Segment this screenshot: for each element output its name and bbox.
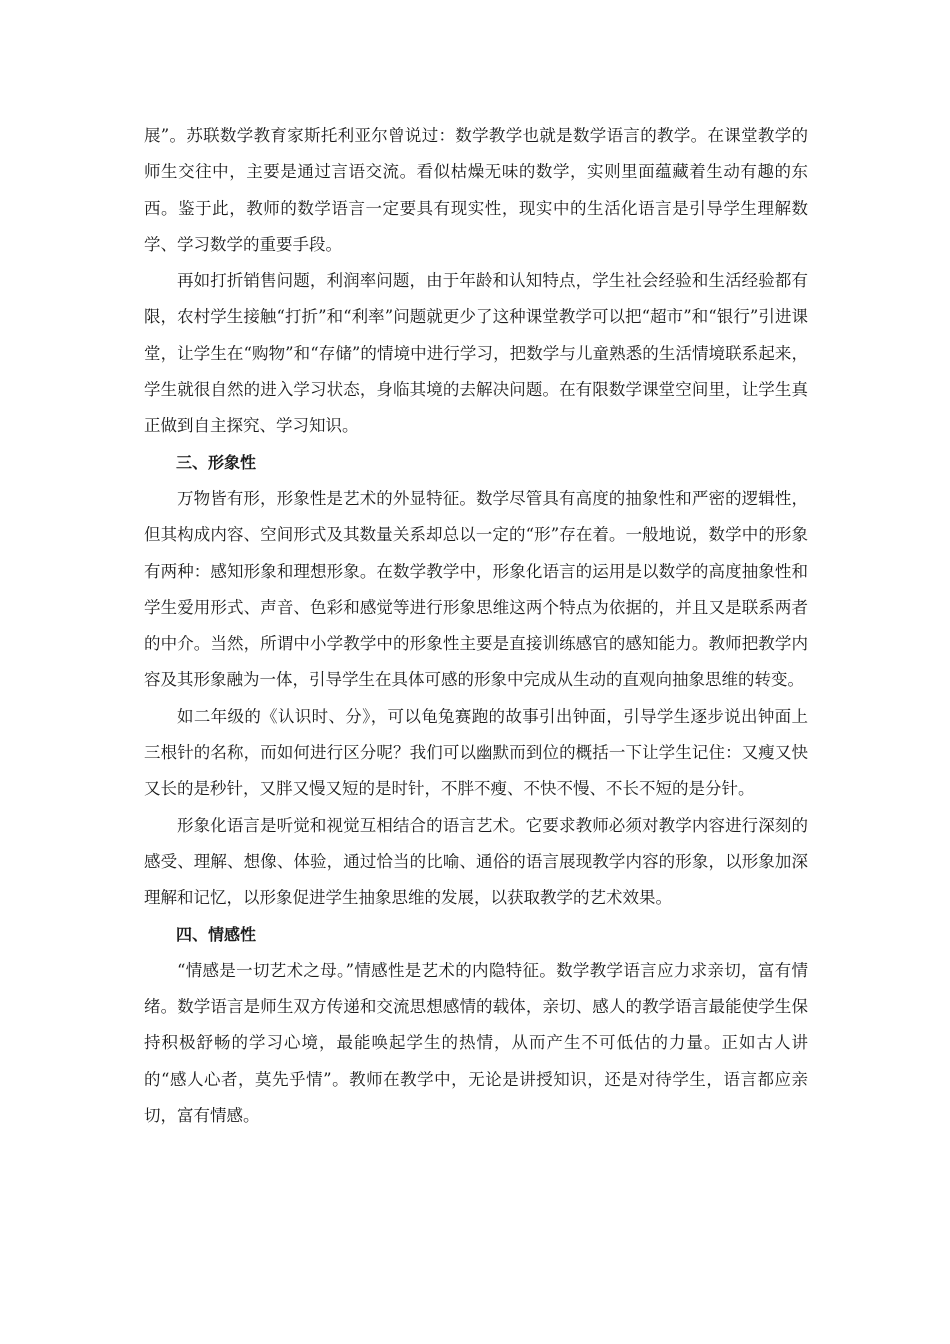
section-heading-4: 四、情感性: [176, 924, 257, 944]
paragraph-1: 展”。苏联数学教育家斯托利亚尔曾说过：数学教学也就是数学语言的教学。在课堂教学的师生交往中，主要是通过言语交流。看似枯燥无味的数学，实则里面蕴藏着生动有趣的东西。鉴于此，教师的数学语言一定要具有现实性，现实中的生活化语言是引导学生理解数学、学习数学的重要手段。: [144, 126, 808, 254]
paragraph-4: 如二年级的《认识时、分》，可以龟兔赛跑的故事引出钟面，引导学生逐步说出钟面上三根针的名称，而如何进行区分呢？我们可以幽默而到位的概括一下让学生记住：又瘦又快又长的是秒针，又胖又慢又短的是时针，不胖不瘦、不快不慢、不长不短的是分针。: [144, 706, 808, 799]
paragraph-5: 形象化语言是听觉和视觉互相结合的语言艺术。它要求教师必须对教学内容进行深刻的感受、理解、想像、体验，通过恰当的比喻、通俗的语言展现教学内容的形象，以形象加深理解和记忆，以形象促进学生抽象思维的发展，以获取教学的艺术效果。: [144, 815, 808, 908]
paragraph-2: 再如打折销售问题，利润率问题，由于年龄和认知特点，学生社会经验和生活经验都有限，农村学生接触“打折”和“利率”问题就更少了这种课堂教学可以把“超市”和“银行”引进课堂，让学生在“购物”和“存储”的情境中进行学习，把数学与儿童熟悉的生活情境联系起来，学生就很自然的进入学习状态，身临其境的去解决问题。在有限数学课堂空间里，让学生真正做到自主探究、学习知识。: [144, 271, 808, 436]
section-heading-3: 三、形象性: [176, 452, 257, 472]
paragraph-3: 万物皆有形，形象性是艺术的外显特征。数学尽管具有高度的抽象性和严密的逻辑性，但其构成内容、空间形式及其数量关系却总以一定的“形”存在着。一般地说，数学中的形象有两种：感知形象和理想形象。在数学教学中，形象化语言的运用是以数学的高度抽象性和学生爱用形式、声音、色彩和感觉等进行形象思维这两个特点为依据的，并且又是联系两者的中介。当然，所谓中小学教学中的形象性主要是直接训练感官的感知能力。教师把教学内容及其形象融为一体，引导学生在具体可感的形象中完成从生动的直观向抽象思维的转变。: [144, 488, 808, 690]
document-body: [144, 118, 808, 1134]
paragraph-6: “情感是一切艺术之母。”情感性是艺术的内隐特征。数学教学语言应力求亲切，富有情绪。数学语言是师生双方传递和交流思想感情的载体，亲切、感人的教学语言最能使学生保持积极舒畅的学习心境，最能唤起学生的热情，从而产生不可低估的力量。正如古人讲的“感人心者，莫先乎情”。教师在教学中，无论是讲授知识，还是对待学生，语言都应亲切，富有情感。: [144, 960, 808, 1126]
